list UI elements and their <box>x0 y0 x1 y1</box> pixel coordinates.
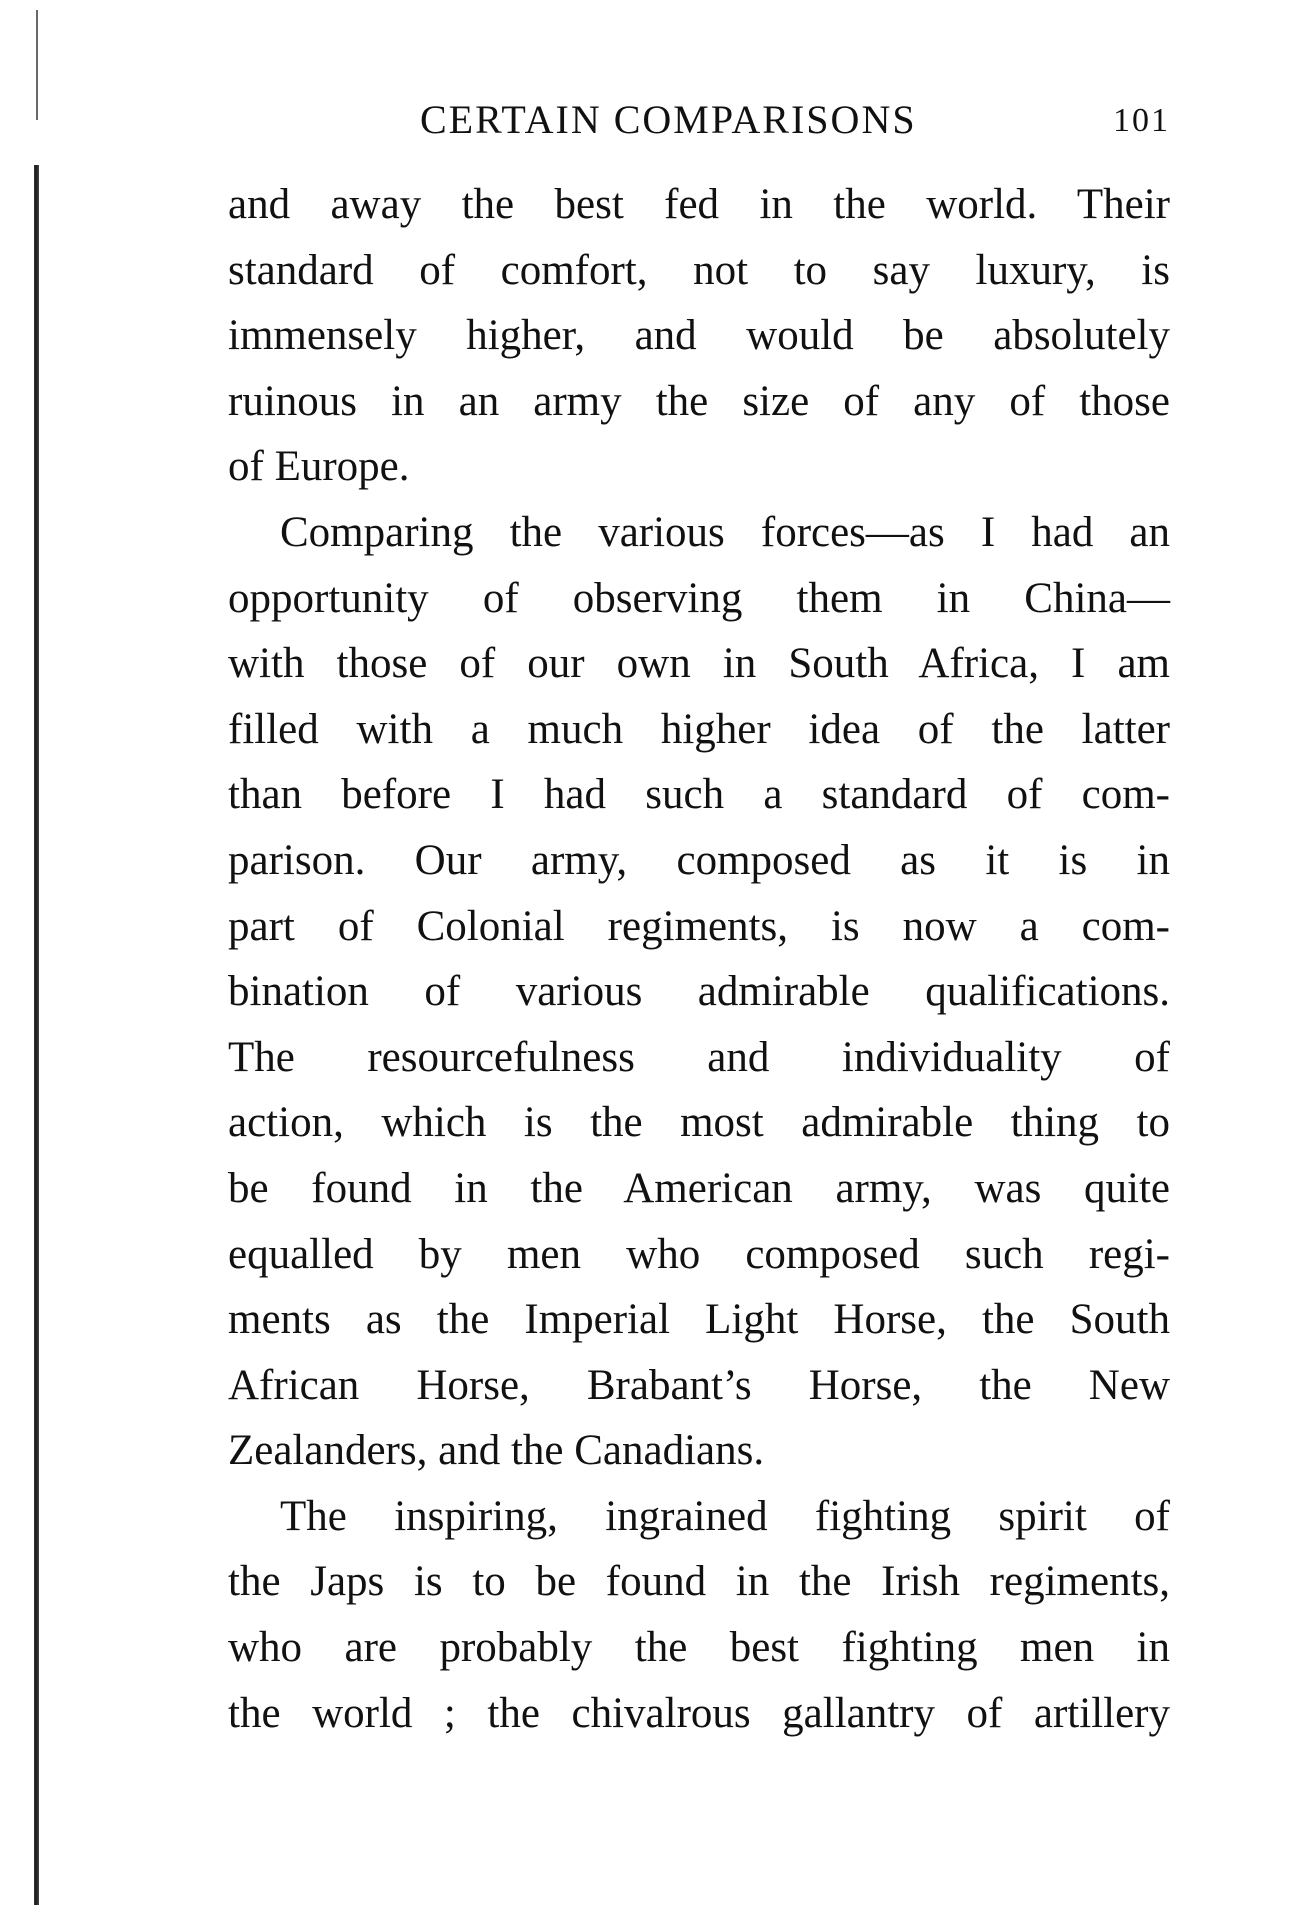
text-line: opportunity of observing them in China— <box>228 574 1170 622</box>
body-text <box>228 172 1170 1746</box>
text-line: than before I had such a standard of com- <box>228 771 1170 819</box>
text-line: who are probably the best fighting men in <box>228 1624 1170 1672</box>
binding-shadow <box>34 165 39 1905</box>
text-line: Zealanders, and the Canadians. <box>228 1427 765 1475</box>
text-line: part of Colonial regiments, is now a com- <box>228 902 1170 950</box>
binding-shadow-top <box>36 10 38 120</box>
text-line: of Europe. <box>228 443 410 491</box>
text-line: standard of comfort, not to say luxury, is <box>228 246 1170 294</box>
text-line: action, which is the most admirable thing to <box>228 1099 1170 1147</box>
text-line: with those of our own in South Africa, I am <box>228 640 1170 688</box>
text-line: The inspiring, ingrained fighting spirit of <box>280 1492 1170 1540</box>
text-line: be found in the American army, was quite <box>228 1164 1170 1212</box>
running-title: CERTAIN COMPARISONS <box>420 97 917 142</box>
text-line: and away the best fed in the world. Their <box>228 181 1170 228</box>
text-line: bination of various admirable qualifications. <box>228 968 1170 1016</box>
text-line: African Horse, Brabant’s Horse, the New <box>228 1361 1170 1409</box>
text-line: equalled by men who composed such regi- <box>228 1230 1170 1278</box>
text-line: the Japs is to be found in the Irish regiments, <box>228 1558 1170 1606</box>
text-line: the world ; the chivalrous gallantry of artillery <box>228 1689 1170 1737</box>
running-head <box>230 96 1170 146</box>
page-number: 101 <box>1113 102 1170 139</box>
text-line: Comparing the various forces—as I had an <box>280 508 1170 556</box>
text-line: The resourcefulness and individuality of <box>228 1033 1170 1081</box>
text-line: filled with a much higher idea of the latter <box>228 705 1170 753</box>
text-line: ruinous in an army the size of any of those <box>228 377 1170 425</box>
text-line: parison. Our army, composed as it is in <box>228 836 1170 884</box>
text-line: ments as the Imperial Light Horse, the South <box>228 1296 1170 1344</box>
text-line: immensely higher, and would be absolutely <box>228 312 1170 360</box>
